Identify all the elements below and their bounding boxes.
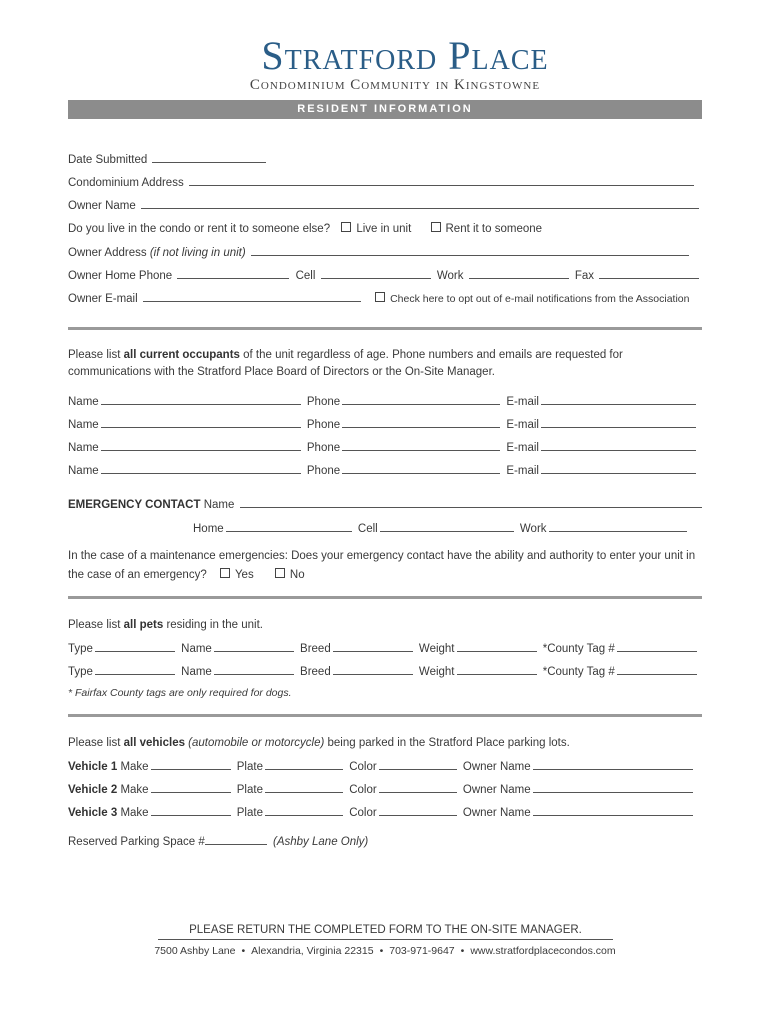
vehicle-plate-field[interactable] xyxy=(265,781,343,793)
occupant-name-field[interactable] xyxy=(101,439,301,451)
footer-city: Alexandria, Virginia 22315 xyxy=(251,945,374,957)
pet-row xyxy=(68,640,700,656)
vehicles-intro-italic: (automobile or motorcycle) xyxy=(184,737,325,749)
vehicle-color-label: Color xyxy=(349,807,377,819)
occupant-name-label: Name xyxy=(68,396,99,408)
emergency-no-label: No xyxy=(289,569,305,581)
occupant-email-field[interactable] xyxy=(541,439,696,451)
occupant-email-field[interactable] xyxy=(541,462,696,474)
occupant-email-label: E-mail xyxy=(506,419,539,431)
return-instruction: PLEASE RETURN THE COMPLETED FORM TO THE ON-SITE MANAGER. xyxy=(189,924,582,936)
work-field[interactable] xyxy=(469,267,569,279)
emergency-home-label: Home xyxy=(193,523,224,535)
occupant-phone-field[interactable] xyxy=(342,439,500,451)
pet-weight-label: Weight xyxy=(418,643,455,655)
vehicle-row xyxy=(68,758,696,774)
vehicle-plate-field[interactable] xyxy=(265,758,343,770)
occupant-phone-label: Phone xyxy=(306,419,341,431)
pet-tag-field[interactable] xyxy=(617,640,697,652)
live-in-unit-checkbox[interactable] xyxy=(341,222,351,232)
vehicle-owner-label: Owner Name xyxy=(462,761,531,773)
vehicle-owner-field[interactable] xyxy=(533,804,693,816)
residency-row xyxy=(68,221,542,237)
occupant-email-field[interactable] xyxy=(541,393,696,405)
occupant-phone-label: Phone xyxy=(306,396,341,408)
pet-breed-field[interactable] xyxy=(333,663,413,675)
pet-breed-field[interactable] xyxy=(333,640,413,652)
pets-intro-pre: Please list xyxy=(68,619,124,631)
occupant-name-label: Name xyxy=(68,442,99,454)
vehicle-owner-field[interactable] xyxy=(533,758,693,770)
vehicle-make-label: Make xyxy=(120,761,149,773)
owner-address-note: (if not living in unit) xyxy=(149,247,246,259)
occupant-name-field[interactable] xyxy=(101,462,301,474)
bullet-separator: • xyxy=(379,945,384,957)
vehicle-2-label: Vehicle 2 xyxy=(68,784,118,796)
work-label: Work xyxy=(436,270,464,282)
footer-address xyxy=(120,943,650,959)
vehicle-plate-field[interactable] xyxy=(265,804,343,816)
vehicle-row xyxy=(68,804,696,820)
occupants-intro-bold: all current occupants xyxy=(123,349,240,361)
emergency-name-field[interactable] xyxy=(240,496,702,508)
cell-label: Cell xyxy=(295,270,316,282)
vehicles-intro-bold: all vehicles xyxy=(123,737,185,749)
emergency-heading: EMERGENCY CONTACT xyxy=(68,499,201,511)
occupants-intro-post: of the unit regardless of age. Phone numbers and emails are requested for communications with the Stratford Place Board of Directors or the On-Site Manager. xyxy=(68,349,623,378)
occupant-phone-label: Phone xyxy=(306,442,341,454)
occupant-row xyxy=(68,393,699,409)
vehicle-make-label: Make xyxy=(120,784,149,796)
emergency-cell-field[interactable] xyxy=(380,520,514,532)
home-phone-field[interactable] xyxy=(177,267,289,279)
occupants-intro xyxy=(68,347,708,381)
pets-intro-post: residing in the unit. xyxy=(163,619,263,631)
occupant-row xyxy=(68,439,699,455)
occupant-row xyxy=(68,416,699,432)
condo-address-row xyxy=(68,174,697,190)
emergency-question-text: In the case of a maintenance emergencies: Does your emergency contact have the ability and authority to enter your unit in the case of an emergency? xyxy=(68,550,696,581)
vehicle-color-field[interactable] xyxy=(379,781,457,793)
pet-tag-label: *County Tag # xyxy=(542,666,615,678)
occupant-phone-field[interactable] xyxy=(342,416,500,428)
vehicle-owner-label: Owner Name xyxy=(462,784,531,796)
brand-title: Stratford Place xyxy=(261,33,549,78)
pet-name-field[interactable] xyxy=(214,640,294,652)
date-submitted-label: Date Submitted xyxy=(68,154,148,166)
vehicle-color-label: Color xyxy=(349,784,377,796)
footer-rule xyxy=(158,939,613,940)
owner-address-label: Owner Address xyxy=(68,247,147,259)
occupant-phone-field[interactable] xyxy=(342,393,500,405)
owner-name-row xyxy=(68,197,702,213)
pet-tag-field[interactable] xyxy=(617,663,697,675)
occupant-name-label: Name xyxy=(68,465,99,477)
vehicle-plate-label: Plate xyxy=(236,807,263,819)
vehicle-color-field[interactable] xyxy=(379,804,457,816)
reserved-parking-label: Reserved Parking Space # xyxy=(68,836,205,848)
emergency-work-label: Work xyxy=(519,523,547,535)
owner-email-field[interactable] xyxy=(143,290,361,302)
occupant-phone-field[interactable] xyxy=(342,462,500,474)
emergency-work-field[interactable] xyxy=(549,520,687,532)
emergency-yes-checkbox[interactable] xyxy=(220,568,230,578)
section-divider xyxy=(68,596,702,599)
emergency-question xyxy=(68,547,708,585)
owner-address-field[interactable] xyxy=(251,244,689,256)
pets-intro xyxy=(68,617,263,633)
pet-weight-label: Weight xyxy=(418,666,455,678)
occupants-intro-pre: Please list xyxy=(68,349,124,361)
fax-label: Fax xyxy=(574,270,595,282)
vehicles-intro-post: being parked in the Stratford Place parking lots. xyxy=(324,737,570,749)
section-divider xyxy=(68,327,702,330)
emergency-yes-label: Yes xyxy=(234,569,254,581)
brand-subtitle: Condominium Community in Kingstowne xyxy=(249,77,541,93)
occupant-name-label: Name xyxy=(68,419,99,431)
occupant-email-label: E-mail xyxy=(506,465,539,477)
owner-name-label: Owner Name xyxy=(68,200,136,212)
pet-name-label: Name xyxy=(181,643,212,655)
section-divider xyxy=(68,714,702,717)
occupant-email-label: E-mail xyxy=(506,442,539,454)
pet-type-label: Type xyxy=(68,666,93,678)
footer-street: 7500 Ashby Lane xyxy=(154,945,236,957)
vehicle-plate-label: Plate xyxy=(236,784,263,796)
pets-intro-bold: all pets xyxy=(123,619,164,631)
pet-weight-field[interactable] xyxy=(457,663,537,675)
pet-row xyxy=(68,663,700,679)
optout-checkbox[interactable] xyxy=(375,292,385,302)
condo-address-field[interactable] xyxy=(189,174,694,186)
occupant-phone-label: Phone xyxy=(306,465,341,477)
vehicles-intro-pre: Please list xyxy=(68,737,124,749)
vehicle-color-label: Color xyxy=(349,761,377,773)
occupant-email-field[interactable] xyxy=(541,416,696,428)
vehicle-1-label: Vehicle 1 xyxy=(68,761,118,773)
pet-type-field[interactable] xyxy=(95,640,175,652)
vehicles-intro xyxy=(68,735,570,751)
rent-label: Rent it to someone xyxy=(445,223,543,235)
emergency-cell-label: Cell xyxy=(357,523,378,535)
section-bar-resident-information: RESIDENT INFORMATION xyxy=(68,100,702,119)
date-submitted-field[interactable] xyxy=(152,151,266,163)
emergency-name-row xyxy=(68,496,705,512)
vehicle-row xyxy=(68,781,696,797)
reserved-parking-field[interactable] xyxy=(205,833,267,845)
owner-address-row xyxy=(68,244,692,260)
residency-question: Do you live in the condo or rent it to someone else? xyxy=(68,223,331,235)
pet-type-label: Type xyxy=(68,643,93,655)
vehicle-make-field[interactable] xyxy=(151,758,231,770)
occupant-email-label: E-mail xyxy=(506,396,539,408)
vehicle-owner-field[interactable] xyxy=(533,781,693,793)
pet-breed-label: Breed xyxy=(300,643,331,655)
emergency-phones-row xyxy=(193,520,690,536)
optout-label: Check here to opt out of e-mail notifications from the Association xyxy=(390,293,690,305)
emergency-home-field[interactable] xyxy=(226,520,352,532)
vehicle-color-field[interactable] xyxy=(379,758,457,770)
vehicle-owner-label: Owner Name xyxy=(462,807,531,819)
vehicle-make-label: Make xyxy=(120,807,149,819)
footer-phone: 703-971-9647 xyxy=(389,945,455,957)
vehicle-make-field[interactable] xyxy=(151,781,231,793)
emergency-name-label: Name xyxy=(203,499,235,511)
bullet-separator: • xyxy=(241,945,246,957)
live-in-unit-label: Live in unit xyxy=(356,223,412,235)
pet-tag-label: *County Tag # xyxy=(542,643,615,655)
vehicle-3-label: Vehicle 3 xyxy=(68,807,118,819)
pet-name-label: Name xyxy=(181,666,212,678)
vehicle-make-field[interactable] xyxy=(151,804,231,816)
owner-email-label: Owner E-mail xyxy=(68,293,138,305)
cell-field[interactable] xyxy=(321,267,431,279)
reserved-parking-note: (Ashby Lane Only) xyxy=(273,836,369,848)
emergency-no-checkbox[interactable] xyxy=(275,568,285,578)
occupant-row xyxy=(68,462,699,478)
occupant-name-field[interactable] xyxy=(101,393,301,405)
condo-address-label: Condominium Address xyxy=(68,177,184,189)
owner-name-field[interactable] xyxy=(141,197,699,209)
pet-breed-label: Breed xyxy=(300,666,331,678)
owner-email-row xyxy=(68,290,689,306)
reserved-parking-row xyxy=(68,833,368,849)
owner-phones-row xyxy=(68,267,702,283)
date-submitted-row xyxy=(68,151,269,167)
vehicle-plate-label: Plate xyxy=(236,761,263,773)
pet-type-field[interactable] xyxy=(95,663,175,675)
pet-name-field[interactable] xyxy=(214,663,294,675)
fax-field[interactable] xyxy=(599,267,699,279)
pet-weight-field[interactable] xyxy=(457,640,537,652)
footer-website[interactable]: www.stratfordplacecondos.com xyxy=(470,945,616,957)
occupant-name-field[interactable] xyxy=(101,416,301,428)
home-phone-label: Owner Home Phone xyxy=(68,270,173,282)
pets-footnote: * Fairfax County tags are only required for dogs. xyxy=(68,687,292,699)
rent-checkbox[interactable] xyxy=(431,222,441,232)
bullet-separator: • xyxy=(460,945,465,957)
